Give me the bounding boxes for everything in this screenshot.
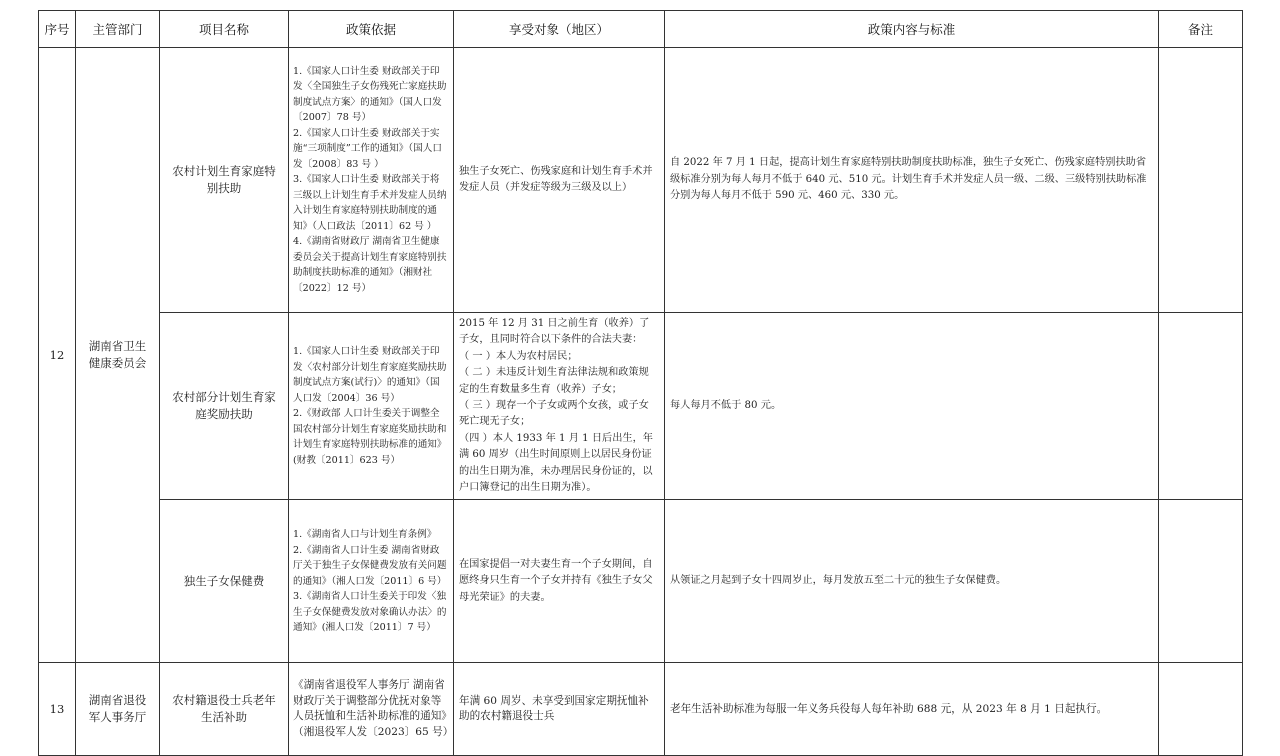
note-cell <box>1159 48 1243 313</box>
text-line: 3.《湖南省人口计生委关于印发〈独生子女保健费发放对象确认办法〉的通知》(湘人口发〔2011〕7 号） <box>293 591 447 634</box>
content-cell <box>665 313 1159 500</box>
content-cell <box>665 663 1159 756</box>
policy-basis-cell <box>289 313 454 500</box>
policy-basis-cell <box>289 500 454 663</box>
project-name-cell: 农村部分计划生育家庭奖励扶助 <box>160 313 289 500</box>
note-cell <box>1159 663 1243 756</box>
text-line: 每人每月不低于 80 元。 <box>670 400 782 412</box>
target-cell <box>454 48 665 313</box>
text-line: 4.《湖南省财政厅 湖南省卫生健康委员会关于提高计划生育家庭特别扶助制度扶助标准的通知》（湘财社〔2022〕12 号） <box>293 236 447 294</box>
header-target: 享受对象（地区） <box>454 11 665 48</box>
text-line: 独生子女死亡、伤残家庭和计划生育手术并发症人员（并发症等级为三级及以上） <box>459 165 653 193</box>
text-line: 《湖南省退役军人事务厅 湖南省财政厅关于调整部分优抚对象等人员抚恤和生活补助标准的通知》（湘退役军人发〔2023〕65 号） <box>293 679 454 738</box>
row-number: 12 <box>39 48 76 663</box>
project-name-cell: 独生子女保健费 <box>160 500 289 663</box>
content-cell <box>665 500 1159 663</box>
header-project: 项目名称 <box>160 11 289 48</box>
target-cell <box>454 500 665 663</box>
text-line: （ 二 ）未违反计划生育法律法规和政策规定的生育数量多生育（收养）子女； <box>459 367 649 395</box>
content-cell <box>665 48 1159 313</box>
header-basis: 政策依据 <box>289 11 454 48</box>
table-row <box>39 48 1243 313</box>
header-row <box>39 11 1243 48</box>
text-line: 2.《财政部 人口计生委关于调整全国农村部分计划生育家庭奖励扶助和计划生育家庭特别扶助标准的通知》(财教〔2011〕623 号） <box>293 408 447 466</box>
table-row <box>39 313 1243 500</box>
header-content: 政策内容与标准 <box>665 11 1159 48</box>
header-no: 序号 <box>39 11 76 48</box>
text-line: 2015 年 12 月 31 日之前生育（收养）了子女，且同时符合以下条件的合法夫妻： <box>459 318 650 346</box>
text-line: 老年生活补助标准为每服一年义务兵役每人每年补助 688 元，从 2023 年 8 月 1 日起执行。 <box>670 702 1108 715</box>
policy-table <box>38 10 1243 756</box>
text-line: 从领证之月起到子女十四周岁止，每月发放五至二十元的独生子女保健费。 <box>670 575 1007 587</box>
header-note: 备注 <box>1159 11 1243 48</box>
table-row <box>39 500 1243 663</box>
header-dept: 主管部门 <box>76 11 160 48</box>
policy-basis-cell <box>289 663 454 756</box>
project-name-cell: 农村计划生育家庭特别扶助 <box>160 48 289 313</box>
note-cell <box>1159 500 1243 663</box>
row-number: 13 <box>39 663 76 756</box>
text-line: 2.《湖南省人口计生委 湖南省财政厅关于独生子女保健费发放有关问题的通知》（湘人口发〔2011〕6 号） <box>293 544 447 587</box>
text-line: （四 ）本人 1933 年 1 月 1 日后出生，年满 60 周岁（出生时间原则上以居民身份证的出生日期为准，未办理居民身份证的，以户口簿登记的出生日期为准）。 <box>459 432 653 494</box>
text-line: 2.《国家人口计生委 财政部关于实施“三项制度”工作的通知》（国人口发〔2008〕83 号 ） <box>293 127 442 170</box>
text-line: 在国家提倡一对夫妻生育一个子女期间，自愿终身只生育一个子女并持有《独生子女父母光荣证》的夫妻。 <box>459 558 653 603</box>
text-line: 自 2022 年 7 月 1 日起，提高计划生育家庭特别扶助制度扶助标准，独生子女死亡、伤残家庭特别扶助省级标准分别为每人每月不低于 640 元、510 元。计划生育手术并发症人员一级、二级、三级特别扶助标准分别为每人每月不低于 590 元、460 元、330 元。 <box>670 157 1147 202</box>
text-line: 1.《国家人口计生委 财政部关于印发〈农村部分计划生育家庭奖励扶助制度试点方案(试行)〉的通知》（国人口发〔2004〕36 号） <box>293 346 447 404</box>
policy-basis-cell <box>289 48 454 313</box>
table-row <box>39 663 1243 756</box>
text-line: 1.《国家人口计生委 财政部关于印发〈全国独生子女伤残死亡家庭扶助制度试点方案〉的通知》（国人口发〔2007〕78 号） <box>293 65 447 124</box>
text-line: 1.《湖南省人口与计划生育条例》 <box>293 529 437 541</box>
department-cell: 湖南省卫生健康委员会 <box>76 48 160 663</box>
target-cell <box>454 663 665 756</box>
text-line: 年满 60 周岁、未享受到国家定期抚恤补助的农村籍退役士兵 <box>459 694 649 723</box>
target-cell <box>454 313 665 500</box>
project-name-cell: 农村籍退役士兵老年生活补助 <box>160 663 289 756</box>
department-cell: 湖南省退役军人事务厅 <box>76 663 160 756</box>
text-line: （ 三 ）现存一个子女或两个女孩，或子女死亡现无子女； <box>459 400 649 428</box>
text-line: （ 一 ）本人为农村居民； <box>459 350 578 362</box>
note-cell <box>1159 313 1243 500</box>
text-line: 3.《国家人口计生委 财政部关于将三级以上计划生育手术并发症人员纳入计划生育家庭特别扶助制度的通知》（人口政法〔2011〕62 号 ） <box>293 174 447 232</box>
